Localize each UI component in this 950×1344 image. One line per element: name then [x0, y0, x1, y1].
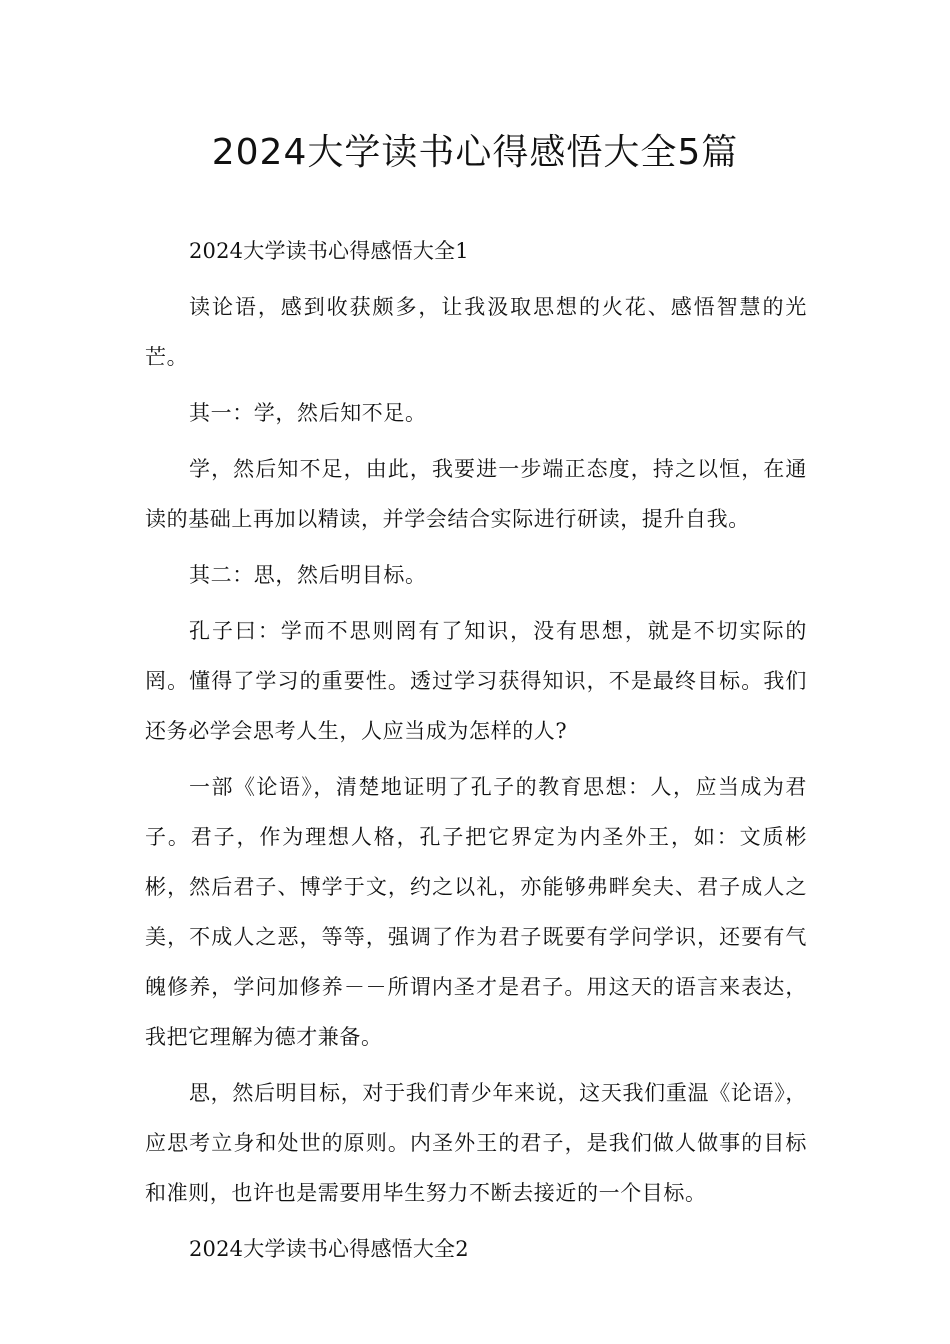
document-body	[145, 226, 807, 1280]
section-heading-2: 2024大学读书心得感悟大全2	[189, 1237, 469, 1261]
paragraph: 思，然后明目标，对于我们青少年来说，这天我们重温《论语》，应思考立身和处世的原则。内圣外王的君子，是我们做人做事的目标和准则，也许也是需要用毕生努力不断去接近的一个目标。	[145, 1081, 807, 1205]
paragraph: 学，然后知不足，由此，我要进一步端正态度，持之以恒，在通读的基础上再加以精读，并学会结合实际进行研读，提升自我。	[145, 457, 807, 531]
document-title: 2024大学读书心得感悟大全5篇	[211, 132, 739, 173]
paragraph: 其一：学，然后知不足。	[189, 401, 427, 425]
paragraph: 其二：思，然后明目标。	[189, 563, 427, 587]
section-heading-1: 2024大学读书心得感悟大全1	[189, 239, 469, 263]
paragraph: 孔子曰：学而不思则罔有了知识，没有思想，就是不切实际的罔。懂得了学习的重要性。透过学习获得知识，不是最终目标。我们还务必学会思考人生，人应当成为怎样的人?	[145, 619, 807, 743]
paragraph: 读论语，感到收获颇多，让我汲取思想的火花、感悟智慧的光芒。	[145, 295, 807, 369]
paragraph: 一部《论语》，清楚地证明了孔子的教育思想：人，应当成为君子。君子，作为理想人格，孔子把它界定为内圣外王，如：文质彬彬，然后君子、博学于文，约之以礼，亦能够弗畔矣夫、君子成人之美，不成人之恶，等等，强调了作为君子既要有学问学识，还要有气魄修养，学问加修养－－所谓内圣才是君子。用这天的语言来表达，我把它理解为德才兼备。	[145, 775, 807, 1049]
